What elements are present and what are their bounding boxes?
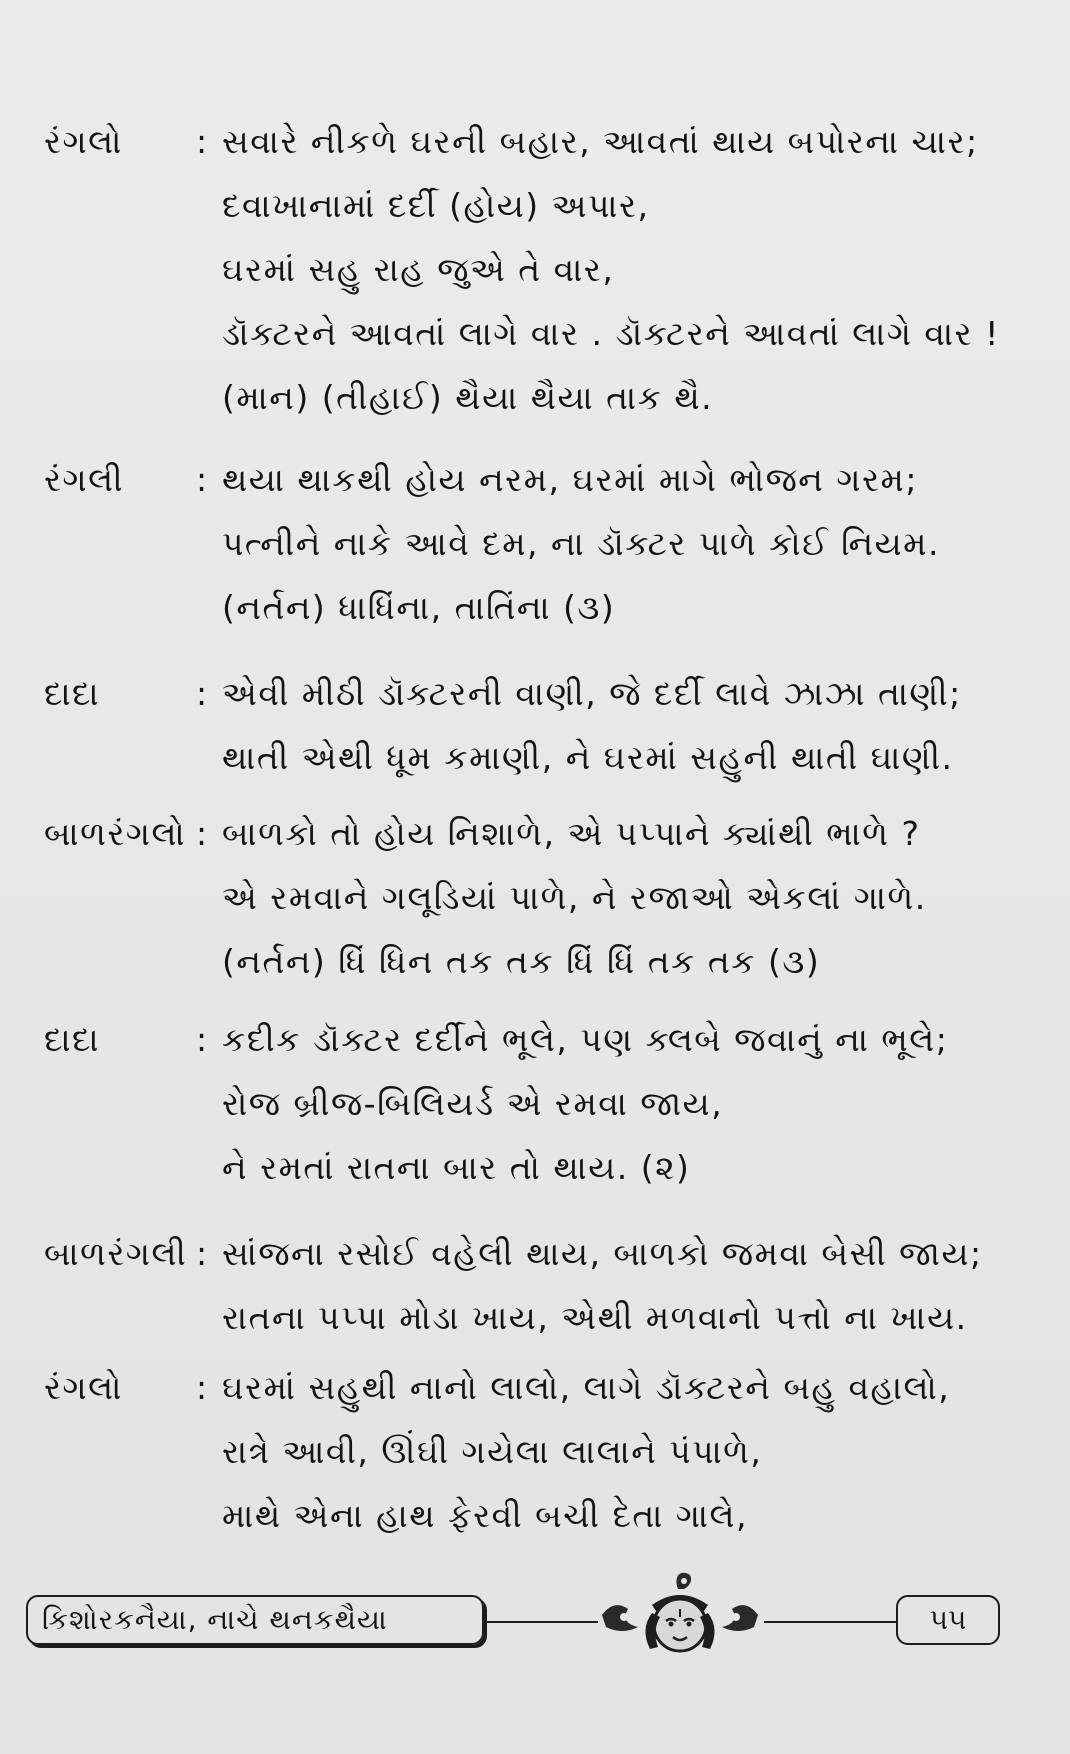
verse-text: કદીક ડૉક્ટર દર્દીને ભૂલે, પણ ક્લબે જવાનું ના ભૂલે; xyxy=(222,1020,949,1059)
footer-divider-left xyxy=(486,1621,598,1623)
dialogue-line xyxy=(44,366,1004,430)
stanza-7 xyxy=(44,1356,1004,1548)
dialogue-line xyxy=(44,1136,1004,1200)
verse-text: રાત્રે આવી, ઊંઘી ગયેલા લાલાને પંપાળે, xyxy=(222,1432,763,1471)
page-number: ૫૫ xyxy=(896,1595,1000,1645)
stanza-2 xyxy=(44,448,1004,640)
verse-text: સવારે નીકળે ઘરની બહાર, આવતાં થાય બપોરના ચાર; xyxy=(222,122,979,161)
stanza-1 xyxy=(44,110,1004,430)
verse-text: ને રમતાં રાતના બાર તો થાય. (૨) xyxy=(222,1148,691,1187)
verse-text: સાંજના રસોઈ વહેલી થાય, બાળકો જમવા બેસી જાય; xyxy=(222,1234,983,1273)
stanza-5 xyxy=(44,1008,1004,1200)
dialogue-line xyxy=(44,662,1004,726)
dialogue-line xyxy=(44,1420,1004,1484)
speaker-name: રંગલો xyxy=(44,1368,123,1407)
speaker-colon: : xyxy=(196,460,209,499)
dialogue-line xyxy=(44,1222,1004,1286)
speaker-name: દાદા xyxy=(44,1020,101,1059)
verse-text: બાળકો તો હોય નિશાળે, એ પપ્પાને ક્યાંથી ભાળે ? xyxy=(222,814,921,853)
dialogue-line xyxy=(44,302,1004,366)
speaker-name: દાદા xyxy=(44,674,101,713)
verse-text: ઘરમાં સહુથી નાનો લાલો, લાગે ડૉક્ટરને બહુ વહાલો, xyxy=(222,1368,951,1407)
verse-text: (નર્તન) ધાધિંના, તાતિંના (૩) xyxy=(222,588,616,627)
footer-divider-right xyxy=(764,1621,898,1623)
dialogue-line xyxy=(44,802,1004,866)
verse-text: થયા થાકથી હોય નરમ, ઘરમાં માગે ભોજન ગરમ; xyxy=(222,460,918,499)
dialogue-line xyxy=(44,866,1004,930)
verse-text: દવાખાનામાં દર્દી (હોય) અપાર, xyxy=(222,186,650,225)
speaker-colon: : xyxy=(196,1234,209,1273)
speaker-name: બાળરંગલો xyxy=(44,814,187,853)
verse-text: થાતી એથી ધૂમ કમાણી, ને ઘરમાં સહુની થાતી ઘાણી. xyxy=(222,738,954,777)
speaker-colon: : xyxy=(196,1368,209,1407)
verse-text: માથે એના હાથ ફેરવી બચી દેતા ગાલે, xyxy=(222,1496,748,1535)
verse-text: ઘરમાં સહુ રાહ જુએ તે વાર, xyxy=(222,250,615,289)
dialogue-line xyxy=(44,1072,1004,1136)
verse-text: એ રમવાને ગલૂડિયાં પાળે, ને રજાઓ એકલાં ગાળે. xyxy=(222,878,927,917)
verse-text: (માન) (તીહાઈ) થૈયા થૈયા તાક થૈ. xyxy=(222,378,714,417)
speaker-colon: : xyxy=(196,814,209,853)
dialogue-line xyxy=(44,512,1004,576)
dialogue-line xyxy=(44,1484,1004,1548)
dialogue-line xyxy=(44,238,1004,302)
krishna-face-emblem-icon xyxy=(594,1569,766,1661)
speaker-name: બાળરંગલી xyxy=(44,1234,188,1273)
dialogue-line xyxy=(44,174,1004,238)
page-footer xyxy=(26,1591,976,1653)
dialogue-line xyxy=(44,1286,1004,1350)
stanza-6 xyxy=(44,1222,1004,1350)
verse-text: એવી મીઠી ડૉક્ટરની વાણી, જે દર્દી લાવે ઝાઝા તાણી; xyxy=(222,674,962,713)
speaker-name: રંગલી xyxy=(44,460,125,499)
book-title: કિશોરકનૈયા, નાચે થનકથૈયા xyxy=(26,1595,484,1645)
verse-text: રોજ બ્રીજ-બિલિયર્ડ એ રમવા જાય, xyxy=(222,1084,724,1123)
stanza-3 xyxy=(44,662,1004,790)
dialogue-line xyxy=(44,1008,1004,1072)
dialogue-line xyxy=(44,448,1004,512)
dialogue-line xyxy=(44,110,1004,174)
speaker-colon: : xyxy=(196,122,209,161)
dialogue-line xyxy=(44,1356,1004,1420)
speaker-colon: : xyxy=(196,674,209,713)
dialogue-line xyxy=(44,576,1004,640)
speaker-colon: : xyxy=(196,1020,209,1059)
verse-text: રાતના પપ્પા મોડા ખાય, એથી મળવાનો પત્તો ના ખાય. xyxy=(222,1298,968,1337)
speaker-name: રંગલો xyxy=(44,122,123,161)
verse-text: ડૉક્ટરને આવતાં લાગે વાર . ડૉક્ટરને આવતાં લાગે વાર ! xyxy=(222,314,1000,353)
dialogue-line xyxy=(44,726,1004,790)
verse-text: પત્નીને નાકે આવે દમ, ના ડૉક્ટર પાળે કોઈ નિયમ. xyxy=(222,524,940,563)
stanza-4 xyxy=(44,802,1004,994)
verse-text: (નર્તન) ધિં ધિન તક તક ધિં ધિં તક તક (૩) xyxy=(222,942,821,981)
dialogue-line xyxy=(44,930,1004,994)
